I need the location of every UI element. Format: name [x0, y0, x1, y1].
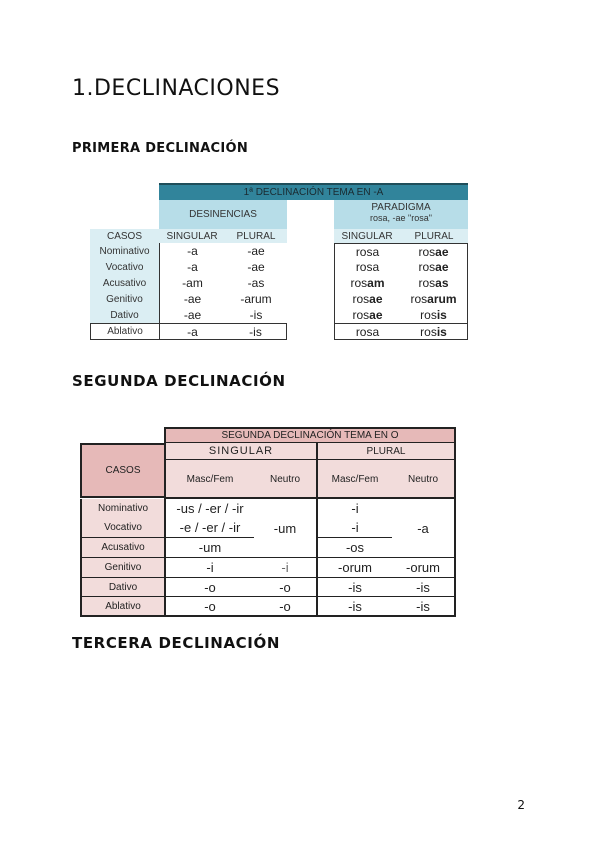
table2-cell: -is [316, 577, 392, 596]
table2-cell-merged: -a [392, 499, 456, 557]
stem: ros [355, 324, 373, 339]
table1-par-cell [400, 243, 468, 259]
table1-par-cell [400, 307, 468, 323]
stem: ros [420, 308, 437, 322]
stem: ros [355, 244, 373, 259]
table2-sing-neutro: Neutro [254, 460, 316, 498]
table1-cell: -as [247, 276, 265, 290]
page-number: 2 [517, 798, 525, 812]
table2-caso-label: Ablativo [80, 596, 164, 617]
table2-caso-label: Acusativo [80, 537, 164, 557]
table2-cell: -orum [316, 557, 392, 577]
table1-par-cell [334, 275, 400, 291]
table1-par-cell [400, 259, 468, 275]
section-title-segunda: SEGUNDA DECLINACIÓN [72, 372, 286, 390]
ending: ae [435, 260, 449, 274]
table1-par-cell [334, 291, 400, 307]
ending: is [436, 324, 447, 339]
table1-par-cell [400, 323, 468, 340]
stem: ros [420, 324, 437, 339]
table2-singular: SINGULAR [164, 443, 316, 460]
table2-cell: -i [316, 518, 392, 537]
table2-cell: -i [164, 557, 254, 577]
table1-caso-label: Vocativo [90, 259, 159, 275]
ending: as [435, 276, 449, 290]
table1-par-cell [400, 275, 468, 291]
table1-paradigma-block [334, 200, 468, 229]
table1-par-cell [334, 307, 400, 323]
table2-cell: -is [392, 596, 456, 617]
table2-sing-mascfem: Masc/Fem [164, 460, 254, 498]
table1-cell: -ae [159, 307, 225, 323]
table1-paradigma: PARADIGMA [371, 202, 431, 213]
page-heading: 1.DECLINACIONES [72, 76, 281, 101]
table2-cell: -is [316, 596, 392, 617]
table1-cell: -ae [159, 291, 225, 307]
table2-caso-label: Genitivo [80, 557, 164, 577]
table1-caso-label: Dativo [90, 307, 159, 323]
table1-cell: -is [225, 323, 287, 340]
table1-caso-label: Acusativo [90, 275, 159, 291]
table1-cell: -a [159, 323, 225, 340]
ending: a [372, 244, 380, 259]
ending: arum [427, 292, 457, 306]
stem: ros [418, 244, 436, 259]
table2-caso-label: Dativo [80, 577, 164, 596]
table1-cell: -am [159, 275, 225, 291]
ending: a [372, 260, 380, 274]
table1-cell: -ae [247, 260, 265, 274]
table1-par-cell [334, 243, 400, 259]
section-title-primera: PRIMERA DECLINACIÓN [72, 141, 249, 156]
table1-des-plural: PLURAL [225, 229, 287, 243]
ending: is [436, 308, 447, 322]
table2-plur-mascfem: Masc/Fem [316, 460, 392, 498]
stem: ros [418, 260, 436, 274]
table2-cell: -e / -er / -ir [164, 518, 254, 537]
table1-cell: -ae [247, 244, 265, 258]
table1-caso-label: Nominativo [90, 243, 159, 259]
table1-cell: -a [159, 243, 225, 259]
table2-cell: -o [164, 577, 254, 596]
ending: am [367, 276, 385, 290]
table1-cell: -is [249, 308, 263, 322]
ending: ae [435, 244, 449, 259]
table1-desinencias: DESINENCIAS [159, 200, 287, 229]
table2-cell: -o [254, 596, 316, 617]
table2-cell: -um [164, 537, 254, 557]
stem: ros [355, 260, 373, 274]
table2-plur-neutro: Neutro [392, 460, 456, 498]
section-title-tercera: TERCERA DECLINACIÓN [72, 634, 280, 652]
table2-cell: -i [316, 499, 392, 518]
table2-casos-header: CASOS [80, 443, 164, 498]
table2-cell: -i [254, 557, 316, 577]
stem: ros [350, 276, 368, 290]
table2-plural: PLURAL [316, 443, 456, 460]
table2-title: SEGUNDA DECLINACIÓN TEMA EN O [164, 427, 456, 443]
table2-caso-label: Vocativo [80, 518, 164, 537]
table1-cell: -a [159, 259, 225, 275]
table2-cell: -o [164, 596, 254, 617]
table2-caso-label: Nominativo [80, 499, 164, 518]
table1-par-cell [400, 291, 468, 307]
table2-cell: -is [392, 577, 456, 596]
table1-caso-label: Ablativo [90, 323, 159, 340]
table1-cell: -arum [240, 292, 272, 306]
table1-des-singular: SINGULAR [159, 229, 225, 243]
stem: ros [418, 276, 436, 290]
table1-caso-label: Genitivo [90, 291, 159, 307]
table1-par-singular: SINGULAR [334, 229, 400, 243]
table2-cell: -o [254, 577, 316, 596]
table2-cell: -os [316, 537, 392, 557]
ending: ae [369, 308, 383, 322]
table1-par-plural: PLURAL [400, 229, 468, 243]
table1-title: 1ª DECLINACIÓN TEMA EN -A [159, 183, 468, 200]
table1-paradigma-sub: rosa, -ae "rosa" [370, 213, 432, 223]
table1-par-cell [334, 323, 400, 340]
table2-cell-merged: -um [273, 520, 297, 536]
table1-casos-header: CASOS [90, 229, 159, 243]
table2-cell: -us / -er / -ir [164, 499, 254, 518]
table2-cell: -orum [392, 557, 456, 577]
table1-par-cell [334, 259, 400, 275]
stem: ros [410, 292, 428, 306]
stem: ros [352, 292, 370, 306]
ending: a [372, 324, 380, 339]
stem: ros [352, 308, 370, 322]
ending: ae [369, 292, 383, 306]
